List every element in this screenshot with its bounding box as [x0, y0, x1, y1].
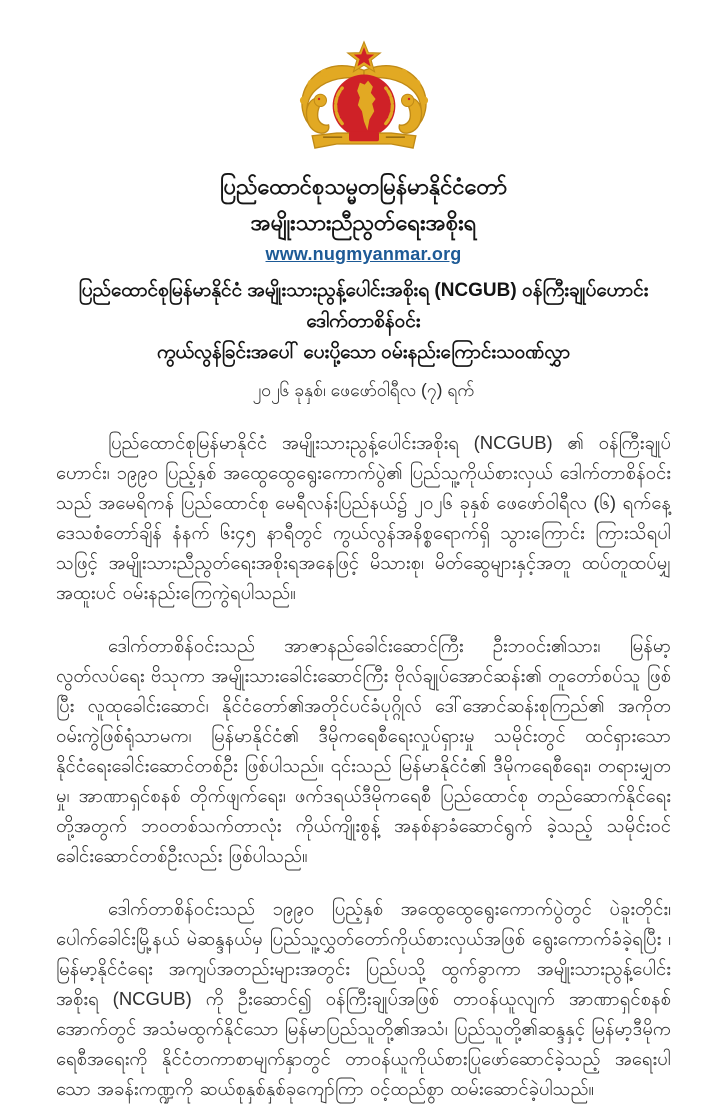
emblem-center-disc	[332, 74, 395, 137]
paragraph: ဒေါက်တာစိန်ဝင်းသည် ၁၉၉၀ ပြည့်နှစ် အထွေထွေရွေးကောက်ပွဲတွင် ပဲခူးတိုင်း၊ ပေါက်ခေါင်းမြို့နယ် မဲဆန္ဒနယ်မှ ပြည်သူ့လွှတ်တော်ကိုယ်စားလှယ်အဖြစ် ရွေးကောက်ခံခဲ့ရပြီး ၊ မြန်မာ့နိုင်ငံရေး အကျပ်အတည်းများအတွင်း ပြည်ပသို့ ထွက်ခွာကာ အမျိုးသားညွန့်ပေါင်းအစိုးရ (NCGUB) ကို ဦးဆောင်၍ ဝန်ကြီးချုပ်အဖြစ် တာဝန်ယူလျက် အာဏာရှင်စနစ်အောက်တွင် အသံမထွက်နိုင်သော မြန်မာပြည်သူတို့၏အသံ၊ ပြည်သူတို့၏ဆန္ဒနှင့် မြန်မာ့ဒီမိုကရေစီအရေးကို နိုင်ငံတကာစာမျက်နှာတွင် တာဝန်ယူကိုယ်စားပြုဖော်ဆောင်ခဲ့သည့် အရေးပါသော အခန်းကဏ္ဍကို ဆယ်စုနှစ်နှစ်ခုကျော်ကြာ ဝင့်ထည်စွာ ထမ်းဆောင်ခဲ့ပါသည်။	[56, 898, 671, 1099]
headline-line1: ပြည်ထောင်စုမြန်မာနိုင်ငံ အမျိုးသားညွန့်ပေါင်းအစိုးရ (NCGUB) ဝန်ကြီးချုပ်ဟောင်း ဒေါက်တာစိန်ဝင်း	[78, 280, 649, 332]
headline-line2: ကွယ်လွန်ခြင်းအပေါ် ပေးပို့သော ဝမ်းနည်းကြောင်းသဝဏ်လွှာ	[156, 342, 571, 363]
emblem-ribbon	[312, 132, 416, 148]
header-emblem	[56, 40, 671, 163]
nug-state-seal-icon	[289, 40, 439, 158]
website-link[interactable]: www.nugmyanmar.org	[265, 244, 462, 264]
letter-body	[56, 428, 671, 1104]
emblem-lion-left	[306, 94, 328, 133]
letter-headline	[56, 275, 671, 368]
emblem-lion-right	[399, 94, 421, 133]
paragraph: ပြည်ထောင်စုမြန်မာနိုင်ငံ အမျိုးသားညွန့်ပေါင်းအစိုးရ (NCGUB) ၏ ဝန်ကြီးချုပ်ဟောင်း၊ ၁၉၉၀ ပြည့်နှစ် အထွေထွေရွေးကောက်ပွဲ၏ ပြည်သူ့ကိုယ်စားလှယ် ဒေါက်တာစိန်ဝင်းသည် အမေရိကန် ပြည်ထောင်စု မေရီလန်းပြည်နယ်၌ ၂၀၂၆ ခုနှစ် ဖေဖော်ဝါရီလ (၆) ရက်နေ့ ဒေသစံတော်ချိန် နံနက် ၆း၄၅ နာရီတွင် ကွယ်လွန်အနိစ္စရောက်ရှိ သွားကြောင်း ကြားသိရပါသဖြင့် အမျိုးသားညီညွတ်ရေးအစိုးရအနေဖြင့် မိသားစု၊ မိတ်ဆွေများနှင့်အတူ ထပ်တူထပ်မျှ အထူးပင် ဝမ်းနည်းကြေကွဲရပါသည်။	[56, 432, 671, 603]
org-title-line1: ပြည်ထောင်စုသမ္မတမြန်မာနိုင်ငံတော်	[219, 174, 508, 199]
date-line: ၂၀၂၆ ခုနှစ်၊ ဖေဖော်ဝါရီလ (၇) ရက်	[252, 380, 475, 400]
paragraph: ဒေါက်တာစိန်ဝင်းသည် အာဇာနည်ခေါင်းဆောင်ကြီး ဦးဘဝင်း၏သား၊ မြန်မာ့လွတ်လပ်ရေး ဗိသုကာ အမျိုးသားခေါင်းဆောင်ကြီး ဗိုလ်ချုပ်အောင်ဆန်း၏ တူတော်စပ်သူ ဖြစ်ပြီး လူထုခေါင်းဆောင်၊ နိုင်ငံတော်၏အတိုင်ပင်ခံပုဂ္ဂိုလ် ဒေါ်အောင်ဆန်းစုကြည်၏ အကိုတဝမ်းကွဲဖြစ်ရုံသာမက၊ မြန်မာနိုင်ငံ၏ ဒီမိုကရေစီရေးလှုပ်ရှားမှု သမိုင်းတွင် ထင်ရှားသော နိုင်ငံရေးခေါင်းဆောင်တစ်ဦး ဖြစ်ပါသည်။ ၎င်းသည် မြန်မာနိုင်ငံ၏ ဒီမိုကရေစီရေး၊ တရားမျှတမှု၊ အာဏာရှင်စနစ် တိုက်ဖျက်ရေး၊ ဖက်ဒရယ်ဒီမိုကရေစီ ပြည်ထောင်စု တည်ဆောက်နိုင်ရေးတို့အတွက် ဘဝတစ်သက်တာလုံး ကိုယ်ကျိုးစွန့် အနစ်နာခံဆောင်ရွက် ခဲ့သည့် သမိုင်းဝင်ခေါင်းဆောင်တစ်ဦးလည်း ဖြစ်ပါသည်။	[56, 635, 671, 866]
org-title-line2: အမျိုးသားညီညွတ်ရေးအစိုးရ	[250, 210, 477, 235]
